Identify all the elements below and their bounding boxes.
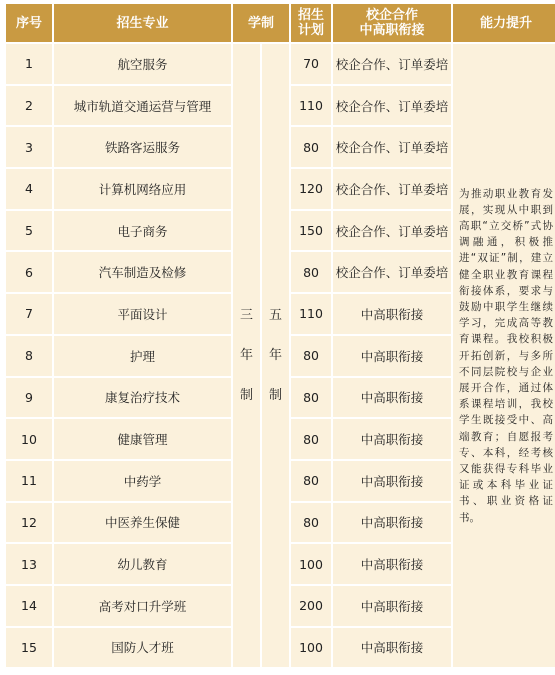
- row-major: 铁路客运服务: [54, 127, 231, 167]
- row-coop: 中高职衔接: [333, 419, 451, 459]
- header-major: 招生专业: [54, 4, 231, 42]
- system-char: 年: [269, 347, 283, 363]
- enrollment-table: [4, 2, 555, 669]
- header-plan-line2: 计划: [298, 23, 325, 38]
- row-plan: 110: [291, 86, 331, 126]
- header-coop-line1: 校企合作: [366, 8, 419, 23]
- row-coop: 校企合作、订单委培: [333, 211, 451, 251]
- system-chars: [233, 296, 260, 416]
- header-system: 学制: [233, 4, 289, 42]
- row-coop: 中高职衔接: [333, 336, 451, 376]
- row-coop: 中高职衔接: [333, 294, 451, 334]
- row-major: 航空服务: [54, 44, 231, 84]
- row-plan: 110: [291, 294, 331, 334]
- row-major: 护理: [54, 336, 231, 376]
- row-coop: 中高职衔接: [333, 628, 451, 668]
- system-five-year: [262, 44, 289, 667]
- row-major: 计算机网络应用: [54, 169, 231, 209]
- system-char: 三: [239, 307, 253, 323]
- system-char: 年: [239, 347, 253, 363]
- row-plan: 80: [291, 503, 331, 543]
- row-number: 3: [6, 127, 52, 167]
- row-number: 7: [6, 294, 52, 334]
- header-plan-line1: 招生: [298, 8, 325, 23]
- row-number: 4: [6, 169, 52, 209]
- row-major: 康复治疗技术: [54, 378, 231, 418]
- row-number: 11: [6, 461, 52, 501]
- row-plan: 80: [291, 419, 331, 459]
- row-coop: 校企合作、订单委培: [333, 252, 451, 292]
- row-plan: 80: [291, 252, 331, 292]
- row-plan: 100: [291, 628, 331, 668]
- row-coop: 中高职衔接: [333, 503, 451, 543]
- system-three-year: [233, 44, 260, 667]
- system-char: 五: [269, 307, 283, 323]
- ability-description: 为推动职业教育发展，实现从中职到高职“立交桥”式协调融通，积极推进“双证”制，建立健全职业教育课程衔接体系，要求与鼓励中职学生继续学习，完成高等教育课程。我校积极开拓创新，与多所不同层院校与企业展开合作，通过体系课程培训，我校学生既接受中、高端教育；自愿报考专、本科，经考核又能获得专科毕业证或本科毕业证书、职业资格证书。: [453, 44, 555, 667]
- row-major: 电子商务: [54, 211, 231, 251]
- row-plan: 200: [291, 586, 331, 626]
- system-chars: [262, 296, 289, 416]
- row-coop: 中高职衔接: [333, 544, 451, 584]
- row-major: 国防人才班: [54, 628, 231, 668]
- row-number: 5: [6, 211, 52, 251]
- row-plan: 120: [291, 169, 331, 209]
- system-char: 制: [239, 387, 253, 403]
- row-coop: 校企合作、订单委培: [333, 169, 451, 209]
- row-major: 平面设计: [54, 294, 231, 334]
- row-major: 健康管理: [54, 419, 231, 459]
- row-number: 2: [6, 86, 52, 126]
- table-header: [6, 4, 555, 42]
- row-plan: 100: [291, 544, 331, 584]
- header-plan: [291, 4, 331, 42]
- row-number: 1: [6, 44, 52, 84]
- row-plan: 80: [291, 461, 331, 501]
- header-ability: 能力提升: [453, 4, 555, 42]
- table-row: [6, 44, 555, 84]
- row-coop: 校企合作、订单委培: [333, 127, 451, 167]
- row-plan: 80: [291, 127, 331, 167]
- row-major: 高考对口升学班: [54, 586, 231, 626]
- header-row: [6, 4, 555, 42]
- row-number: 6: [6, 252, 52, 292]
- row-coop: 校企合作、订单委培: [333, 86, 451, 126]
- row-plan: 70: [291, 44, 331, 84]
- row-major: 城市轨道交通运营与管理: [54, 86, 231, 126]
- row-number: 9: [6, 378, 52, 418]
- system-char: 制: [269, 387, 283, 403]
- row-coop: 中高职衔接: [333, 586, 451, 626]
- row-major: 汽车制造及检修: [54, 252, 231, 292]
- row-coop: 中高职衔接: [333, 461, 451, 501]
- row-plan: 80: [291, 378, 331, 418]
- header-seq: 序号: [6, 4, 52, 42]
- header-coop-line2: 中高职衔接: [359, 23, 425, 38]
- row-coop: 中高职衔接: [333, 378, 451, 418]
- row-number: 14: [6, 586, 52, 626]
- row-plan: 150: [291, 211, 331, 251]
- row-number: 12: [6, 503, 52, 543]
- row-major: 中药学: [54, 461, 231, 501]
- row-number: 15: [6, 628, 52, 668]
- row-number: 10: [6, 419, 52, 459]
- row-major: 幼儿教育: [54, 544, 231, 584]
- table-body: [6, 44, 555, 667]
- row-coop: 校企合作、订单委培: [333, 44, 451, 84]
- row-number: 13: [6, 544, 52, 584]
- header-coop: [333, 4, 451, 42]
- row-number: 8: [6, 336, 52, 376]
- row-major: 中医养生保健: [54, 503, 231, 543]
- row-plan: 80: [291, 336, 331, 376]
